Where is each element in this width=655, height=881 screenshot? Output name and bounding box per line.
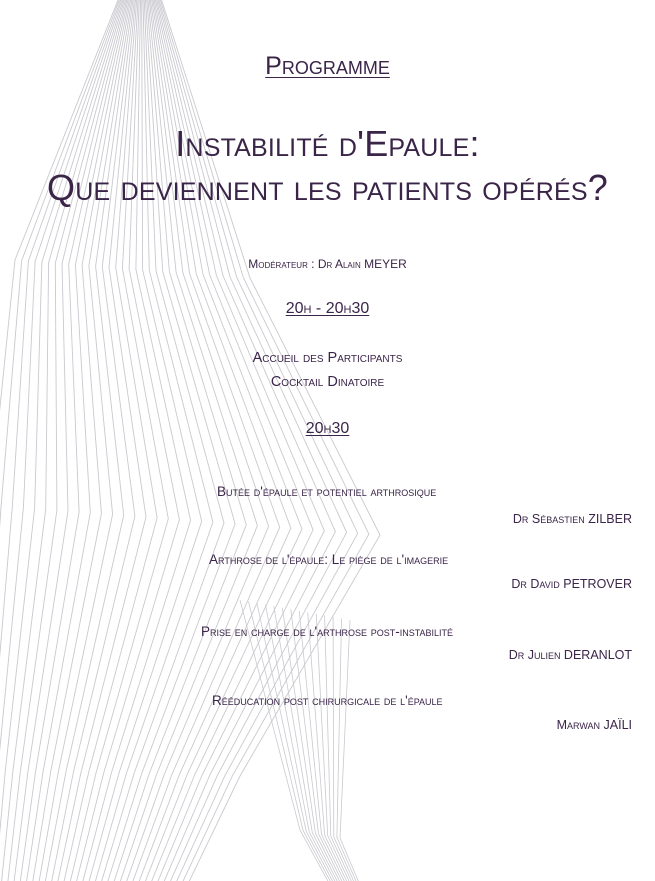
background-line — [291, 609, 344, 881]
talk-speaker-4: Marwan JAÏLI — [556, 718, 632, 732]
background-line — [337, 619, 358, 881]
talk-speaker-2: Dr David PETROVER — [511, 577, 632, 591]
welcome-line-1: Accueil des Participants — [252, 350, 403, 366]
event-title-line-2: Que deviennent les patients opérés? — [47, 167, 608, 208]
background-line — [340, 620, 360, 881]
program-heading: Programme — [265, 52, 390, 80]
background-line — [240, 600, 330, 881]
event-title-line-1: Instabilité d'Epaule: — [175, 123, 480, 164]
welcome-line-2: Cocktail Dinatoire — [270, 374, 385, 390]
talk-title-1: Butée d'épaule et potentiel arthrosique — [217, 484, 437, 499]
time-slot-2: 20h30 — [305, 420, 350, 437]
background-line — [249, 602, 333, 881]
talk-title-3: Prise en charge de l'arthrose post-instabilité — [201, 624, 454, 639]
moderator-line: Modérateur : Dr Alain MEYER — [248, 257, 407, 271]
talk-title-2: Arthrose de l'épaule: Le piège de l'imagerie — [209, 552, 449, 567]
welcome-block — [0, 346, 655, 394]
time-slot-1: 20h - 20h30 — [285, 300, 370, 317]
talk-speaker-1: Dr Sébastien ZILBER — [512, 512, 632, 526]
talk-speaker-3: Dr Julien DERANLOT — [508, 648, 632, 662]
talk-title-4: Rééducation post chirurgicale de l'épaule — [212, 693, 443, 708]
event-title — [0, 122, 655, 210]
